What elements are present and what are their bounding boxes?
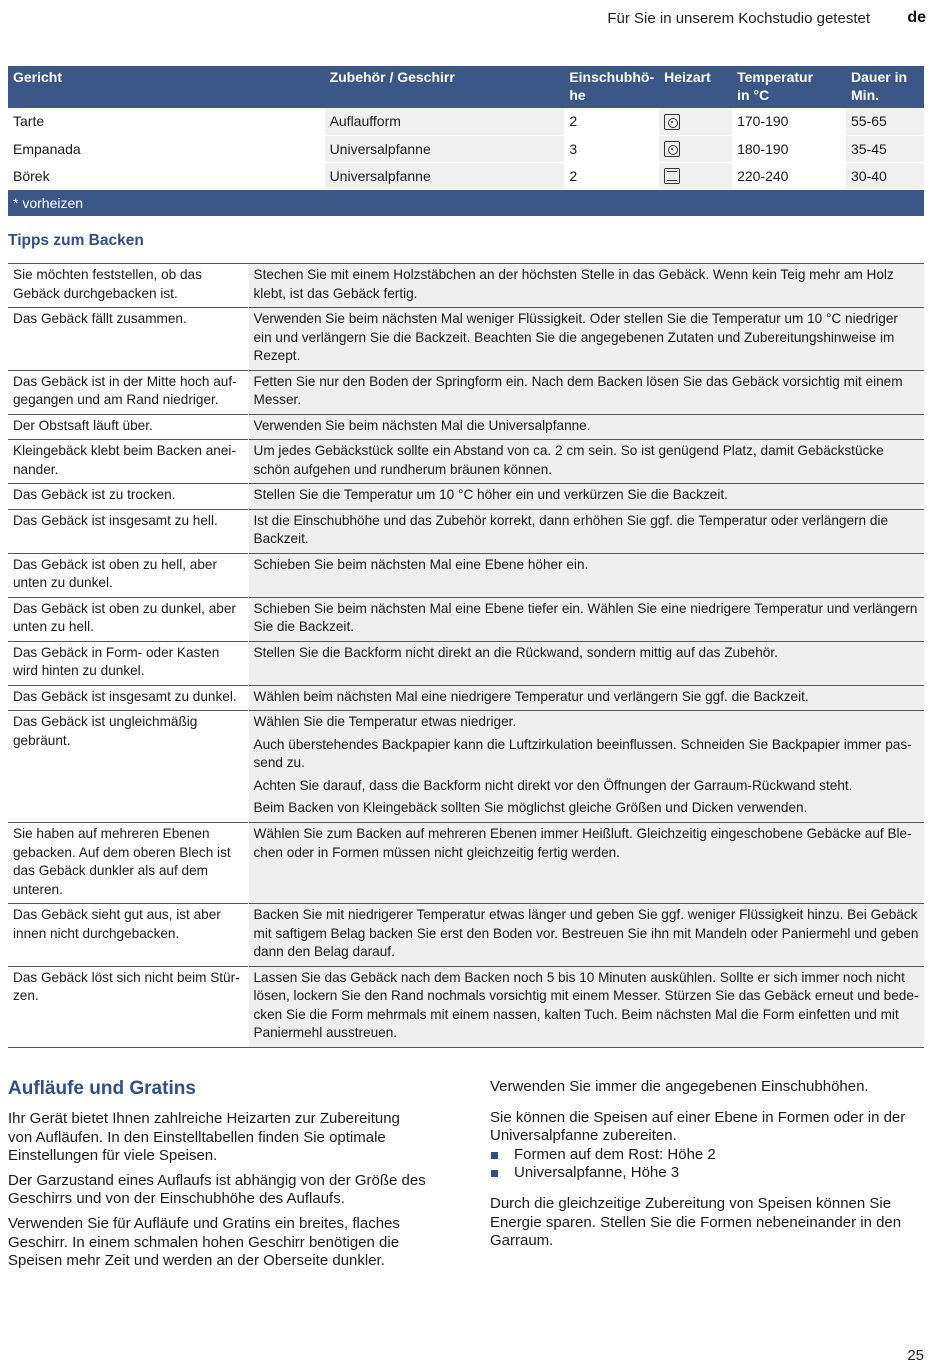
tip-row <box>8 509 924 553</box>
tip-solution <box>248 264 924 308</box>
table-footnote: * vorheizen <box>8 189 924 216</box>
tip-problem: Sie möchten feststellen, ob das Gebäck durchgebacken ist. <box>8 264 248 308</box>
level-cell: 3 <box>564 135 659 162</box>
tip-solution-text: Stellen Sie die Backform nicht direkt an die Rückwand, sondern mittig auf das Zubehör. <box>253 644 778 660</box>
tip-problem: Das Gebäck ist insgesamt zu dunkel. <box>8 685 248 711</box>
column-header: Gericht <box>8 66 325 108</box>
tip-problem: Das Gebäck löst sich nicht beim Stürzen. <box>8 966 248 1047</box>
tip-problem: Das Gebäck ist zu trocken. <box>8 484 248 510</box>
tip-solution-text: Verwenden Sie beim nächsten Mal weniger Flüssigkeit. Oder stellen Sie die Temperatur um 10 °C niedriger ein und verlängern Sie die Backzeit. Beachten Sie die angegebenen Zutaten und Zubereitungshinweise im Rezept. <box>253 311 898 363</box>
tip-problem: Das Gebäck in Form- oder Kasten wird hinten zu dunkel. <box>8 641 248 685</box>
tip-solution-text: Stechen Sie mit einem Holzstäbchen an der höchsten Stelle in das Gebäck. Wenn kein Teig mehr am Holz klebt, ist das Gebäck fertig. <box>253 267 894 301</box>
tip-solution <box>248 308 924 371</box>
column-header: Dauer in Min. <box>846 66 924 108</box>
tip-row <box>8 370 924 414</box>
tip-row <box>8 597 924 641</box>
tip-solution <box>248 553 924 597</box>
tip-row <box>8 264 924 308</box>
column-header: Zubehör / Geschirr <box>325 66 565 108</box>
tip-problem: Das Gebäck fällt zusammen. <box>8 308 248 371</box>
column-header: Temperatur in °C <box>732 66 846 108</box>
table-row <box>8 162 924 189</box>
tip-solution-text: Wählen beim nächsten Mal eine niedrigere Temperatur und verlängern Sie ggf. die Backzeit. <box>253 688 809 704</box>
gratins-paragraph: Der Garzustand eines Auflaufs ist abhängig von der Größe des Geschirrs und von der Einschubhöhe des Auflaufs. <box>8 1171 426 1208</box>
tip-solution-text: Verwenden Sie beim nächsten Mal die Universalpfanne. <box>253 417 591 433</box>
tip-solution-text: Wählen Sie zum Backen auf mehreren Ebenen immer Heißluft. Gleichzeitig eingeschobene Gebäcke auf Blechen oder in Formen müssen nicht gleichzeitig fertig werden. <box>253 826 912 860</box>
tip-solution <box>248 966 924 1047</box>
tip-row <box>8 440 924 484</box>
tip-solution <box>248 370 924 414</box>
gratins-paragraph: Ihr Gerät bietet Ihnen zahlreiche Heizarten zur Zubereitung von Aufläufen. In den Einstelltabellen finden Sie optimale Einstellungen für viele Speisen. <box>8 1110 400 1165</box>
gratins-paragraph: Verwenden Sie für Aufläufe und Gratins ein breites, flaches Geschirr. In einem schmalen hohen Geschirr benötigen die Speisen mehr Zeit und werden an der Oberseite dunkler. <box>8 1214 400 1270</box>
settings-table <box>8 66 924 217</box>
table-row <box>8 108 924 135</box>
list-item: Universalpfanne, Höhe 3 <box>490 1164 930 1183</box>
accessory-cell: Auflaufform <box>325 108 565 135</box>
tip-row <box>8 823 924 904</box>
header-language: de <box>907 9 926 26</box>
tip-solution <box>248 904 924 967</box>
header-title: Für Sie in unserem Kochstudio getestet <box>607 10 870 27</box>
bullet-list <box>490 1146 930 1183</box>
tip-solution-text: Beim Backen von Kleingebäck sollten Sie möglichst gleiche Größen und Dicken verwenden. <box>253 800 808 815</box>
tip-problem: Kleingebäck klebt beim Backen aneinander. <box>8 440 248 484</box>
hot-air-fan-icon <box>664 141 680 157</box>
tip-solution <box>248 440 924 484</box>
tip-solution-text: Backen Sie mit niedrigerer Temperatur etwas länger und geben Sie ggf. weniger Flüssigkeit hinzu. Bei Gebäck mit saftigem Belag backen Sie erst den Boden vor. Bestreuen Sie ihn mit Mandeln oder Paniermehl und geben dann den Belag darauf. <box>253 907 919 959</box>
level-cell: 2 <box>564 108 659 135</box>
heating-cell <box>659 108 732 135</box>
tip-solution-text: Schieben Sie beim nächsten Mal eine Ebene höher ein. <box>253 556 589 572</box>
tip-row <box>8 711 924 823</box>
tip-solution <box>248 484 924 510</box>
tip-row <box>8 966 924 1047</box>
tips-heading: Tipps zum Backen <box>8 232 144 249</box>
gratins-right-column <box>490 1078 930 1257</box>
tip-problem: Das Gebäck ist ungleichmäßig gebräunt. <box>8 711 248 823</box>
table-row <box>8 135 924 162</box>
tip-solution-text: Um jedes Gebäckstück sollte ein Abstand von ca. 2 cm sein. So ist genügend Platz, damit Gebäckstücke schön aufgehen und rundherum bräunen können. <box>253 443 884 477</box>
temp-cell: 180-190 <box>732 135 846 162</box>
tip-row <box>8 641 924 685</box>
tip-solution <box>248 414 924 440</box>
tip-solution <box>248 597 924 641</box>
list-item: Formen auf dem Rost: Höhe 2 <box>490 1146 930 1165</box>
tips-table <box>8 263 924 1048</box>
tip-row <box>8 308 924 371</box>
tip-solution-text: Achten Sie darauf, dass die Backform nicht direkt vor den Öffnungen der Garraum-Rückwand steht. <box>253 777 853 793</box>
tip-solution <box>248 509 924 553</box>
tip-solution-text: Fetten Sie nur den Boden der Springform ein. Nach dem Backen lösen Sie das Gebäck vorsichtig mit einem Messer. <box>253 373 903 407</box>
tip-problem: Sie haben auf mehreren Ebenen gebacken. Auf dem oberen Blech ist das Gebäck dunkler als auf dem unteren. <box>8 823 248 904</box>
dish-cell: Tarte <box>8 108 325 135</box>
temp-cell: 220-240 <box>732 162 846 189</box>
table-header-row <box>8 66 924 108</box>
column-header: Einschubhö- he <box>564 66 659 108</box>
tip-problem: Das Gebäck ist oben zu hell, aber unten zu dunkel. <box>8 553 248 597</box>
tip-solution-text: Stellen Sie die Temperatur um 10 °C höher ein und verkürzen Sie die Backzeit. <box>253 487 728 502</box>
duration-cell: 35-45 <box>846 135 924 162</box>
level-cell: 2 <box>564 162 659 189</box>
tip-solution <box>248 711 924 823</box>
page-header <box>0 8 950 30</box>
tip-row <box>8 685 924 711</box>
accessory-cell: Universalpfanne <box>325 135 565 162</box>
gratins-paragraph: Verwenden Sie immer die angegebenen Einschubhöhen. <box>490 1078 869 1095</box>
heating-cell <box>659 162 732 189</box>
table-footnote-row <box>8 189 924 216</box>
tip-solution <box>248 685 924 711</box>
tip-solution-text: Ist die Einschubhöhe und das Zubehör korrekt, dann erhöhen Sie ggf. die Temperatur oder verlängern die Backzeit. <box>253 512 889 546</box>
gratins-paragraph: Sie können die Speisen auf einer Ebene in Formen oder in der Universalpfanne zubereiten. <box>490 1108 906 1145</box>
tip-solution-text: Auch überstehendes Backpapier kann die Luftzirkulation beeinflussen. Schneiden Sie Backpapier immer passend zu. <box>253 736 912 770</box>
accessory-cell: Universalpfanne <box>325 162 565 189</box>
page-number: 25 <box>907 1347 924 1364</box>
tip-problem: Das Gebäck ist oben zu dunkel, aber unten zu hell. <box>8 597 248 641</box>
tip-problem: Der Obstsaft läuft über. <box>8 414 248 440</box>
tip-solution <box>248 641 924 685</box>
tip-problem: Das Gebäck ist insgesamt zu hell. <box>8 509 248 553</box>
tip-row <box>8 414 924 440</box>
tip-solution-text: Schieben Sie beim nächsten Mal eine Ebene tiefer ein. Wählen Sie eine niedrigere Temperatur und verlängern Sie die Backzeit. <box>253 600 918 634</box>
gratins-paragraph: Durch die gleichzeitige Zubereitung von Speisen können Sie Energie sparen. Stellen Sie die Formen nebeneinander in den Garraum. <box>490 1194 902 1250</box>
tip-solution-text: Lassen Sie das Gebäck nach dem Backen noch 5 bis 10 Minuten auskühlen. Sollte er sich immer noch nicht lösen, lockern Sie den Rand nochmals vorsichtig mit einem Messer. Stürzen Sie das Gebäck erneut und bedecken Sie die Form mehrmals mit einem nassen, kalten Tuch. Beim nächsten Mal die Form einfetten und mit Paniermehl ausstreuen. <box>253 969 919 1040</box>
tip-row <box>8 553 924 597</box>
tip-problem: Das Gebäck ist in der Mitte hoch aufgegangen und am Rand niedriger. <box>8 370 248 414</box>
duration-cell: 55-65 <box>846 108 924 135</box>
temp-cell: 170-190 <box>732 108 846 135</box>
tip-solution-text: Wählen Sie die Temperatur etwas niedriger. <box>253 714 517 729</box>
tip-row <box>8 904 924 967</box>
gratins-left-column <box>8 1078 428 1277</box>
column-header: Heizart <box>659 66 732 108</box>
tip-problem: Das Gebäck sieht gut aus, ist aber innen nicht durchgebacken. <box>8 904 248 967</box>
dish-cell: Empanada <box>8 135 325 162</box>
gratins-heading: Aufläufe und Gratins <box>8 1078 196 1099</box>
hot-air-fan-icon <box>664 114 680 130</box>
heating-cell <box>659 135 732 162</box>
tip-solution <box>248 823 924 904</box>
dish-cell: Börek <box>8 162 325 189</box>
top-bottom-heat-icon <box>664 168 680 184</box>
duration-cell: 30-40 <box>846 162 924 189</box>
tip-row <box>8 484 924 510</box>
